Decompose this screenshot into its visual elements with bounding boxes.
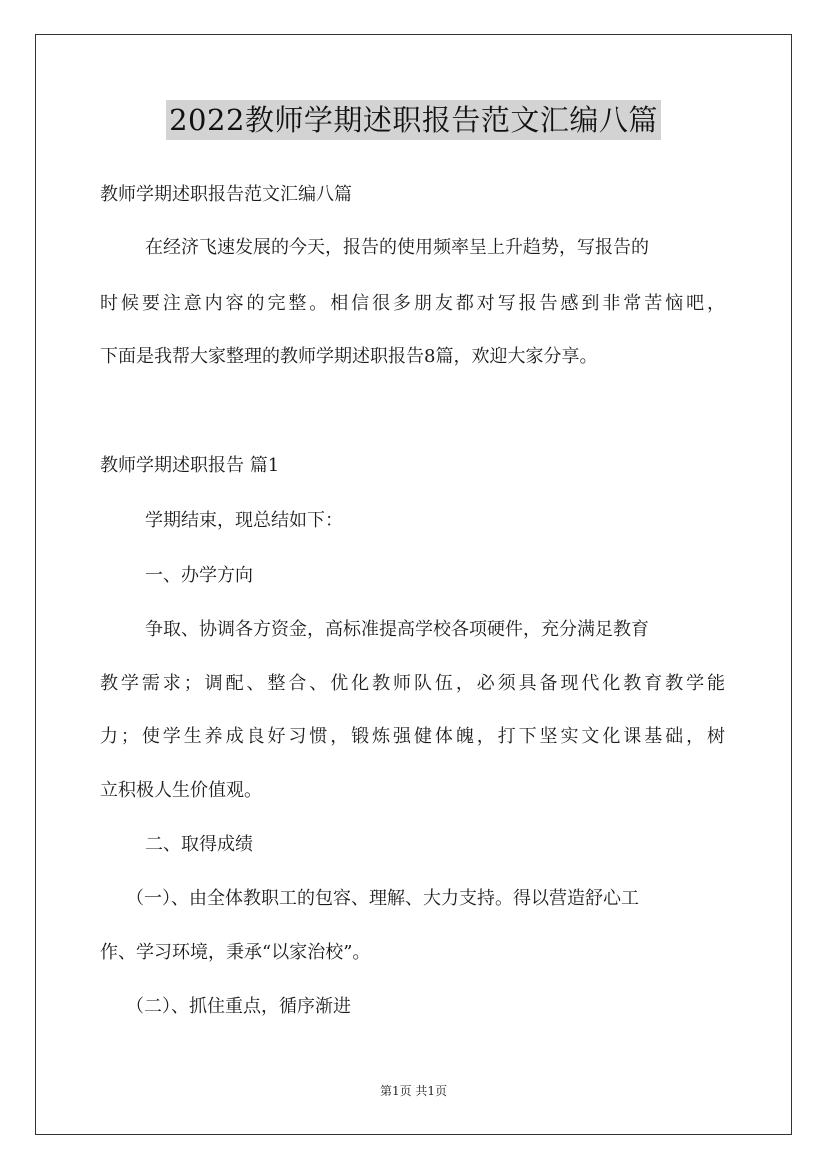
para-1-line-4: 立积极人生价值观。 xyxy=(100,780,262,801)
document-title: 2022教师学期述职报告范文汇编八篇 xyxy=(166,100,661,140)
intro-line-2: 时候要注意内容的完整。相信很多朋友都对写报告感到非常苦恼吧， xyxy=(100,293,725,314)
heading-1: 一、办学方向 xyxy=(145,565,253,586)
sub-heading-2: （二）、抓住重点，循序渐进 xyxy=(126,996,351,1017)
para-1-line-2: 教学需求；调配、整合、优化教师队伍，必须具备现代化教育教学能 xyxy=(100,673,725,694)
title-container xyxy=(0,100,827,140)
section-heading: 教师学期述职报告 篇1 xyxy=(100,455,280,476)
para-2-line-2: 作、学习环境，秉承“以家治校”。 xyxy=(100,942,371,963)
heading-2: 二、取得成绩 xyxy=(145,834,253,855)
para-1-line-3: 力；使学生养成良好习惯，锻炼强健体魄，打下坚实文化课基础，树 xyxy=(100,726,725,747)
intro-line-3: 下面是我帮大家整理的教师学期述职报告8篇，欢迎大家分享。 xyxy=(100,346,598,367)
para-1-line-1: 争取、协调各方资金，高标准提高学校各项硬件，充分满足教育 xyxy=(145,619,649,640)
page-footer: 第1页 共1页 xyxy=(379,1084,448,1098)
document-subtitle: 教师学期述职报告范文汇编八篇 xyxy=(100,184,352,205)
opening-line: 学期结束，现总结如下： xyxy=(145,510,343,531)
intro-line-1: 在经济飞速发展的今天，报告的使用频率呈上升趋势，写报告的 xyxy=(145,237,649,258)
para-2-line-1: （一）、由全体教职工的包容、理解、大力支持。得以营造舒心工 xyxy=(126,888,639,909)
